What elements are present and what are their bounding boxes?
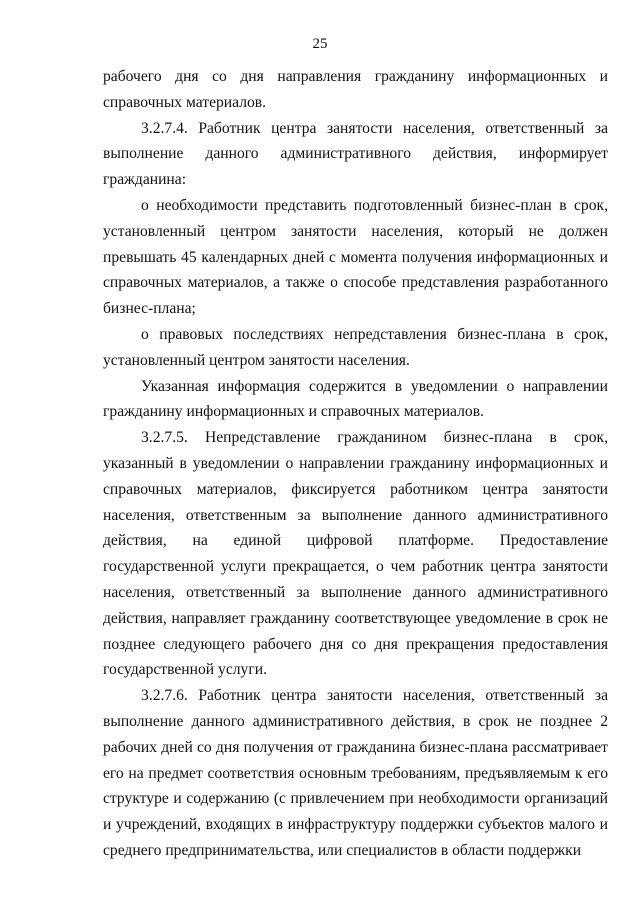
paragraph-3-2-7-5: 3.2.7.5. Непредставление гражданином бизнес-плана в срок, указанный в уведомлении о направлении гражданину информационных и справочных материалов, фиксируется работником центра занятости населения, ответственным за выполнение данного административного действия, на единой цифровой платформе. Предоставление государственной услуги прекращается, о чем работник центра занятости населения, ответственный за выполнение данного административного действия, направляет гражданину соответствующее уведомление в срок не позднее следующего рабочего дня со дня прекращения предоставления государственной услуги. bbox=[103, 429, 608, 679]
paragraph-notification-info: Указанная информация содержится в уведомлении о направлении гражданину информационных и справочных материалов. bbox=[103, 377, 608, 421]
paragraph-business-plan-deadline: о необходимости представить подготовленный бизнес-план в срок, установленный центром занятости населения, который не должен превышать 45 календарных дней с момента получения информационных и справочных материалов, а также о способе представления разработанного бизнес-плана; bbox=[103, 196, 608, 318]
paragraph-continuation: рабочего дня со дня направления гражданину информационных и справочных материалов. bbox=[103, 68, 608, 111]
paragraph-legal-consequences: о правовых последствиях непредставления бизнес-плана в срок, установленный центром занятости населения. bbox=[103, 325, 608, 369]
document-body bbox=[103, 64, 608, 864]
page-number: 25 bbox=[312, 36, 328, 52]
paragraph-3-2-7-6: 3.2.7.6. Работник центра занятости населения, ответственный за выполнение данного административного действия, в срок не позднее 2 рабочих дней со дня получения от гражданина бизнес-плана рассматривает его на предмет соответствия основным требованиям, предъявляемым к его структуре и содержанию (с привлечением при необходимости организаций и учреждений, входящих в инфраструктуру поддержки субъектов малого и среднего предпринимательства, или специалистов в области поддержки bbox=[103, 687, 608, 859]
paragraph-3-2-7-4: 3.2.7.4. Работник центра занятости населения, ответственный за выполнение данного административного действия, информирует гражданина: bbox=[103, 119, 608, 189]
